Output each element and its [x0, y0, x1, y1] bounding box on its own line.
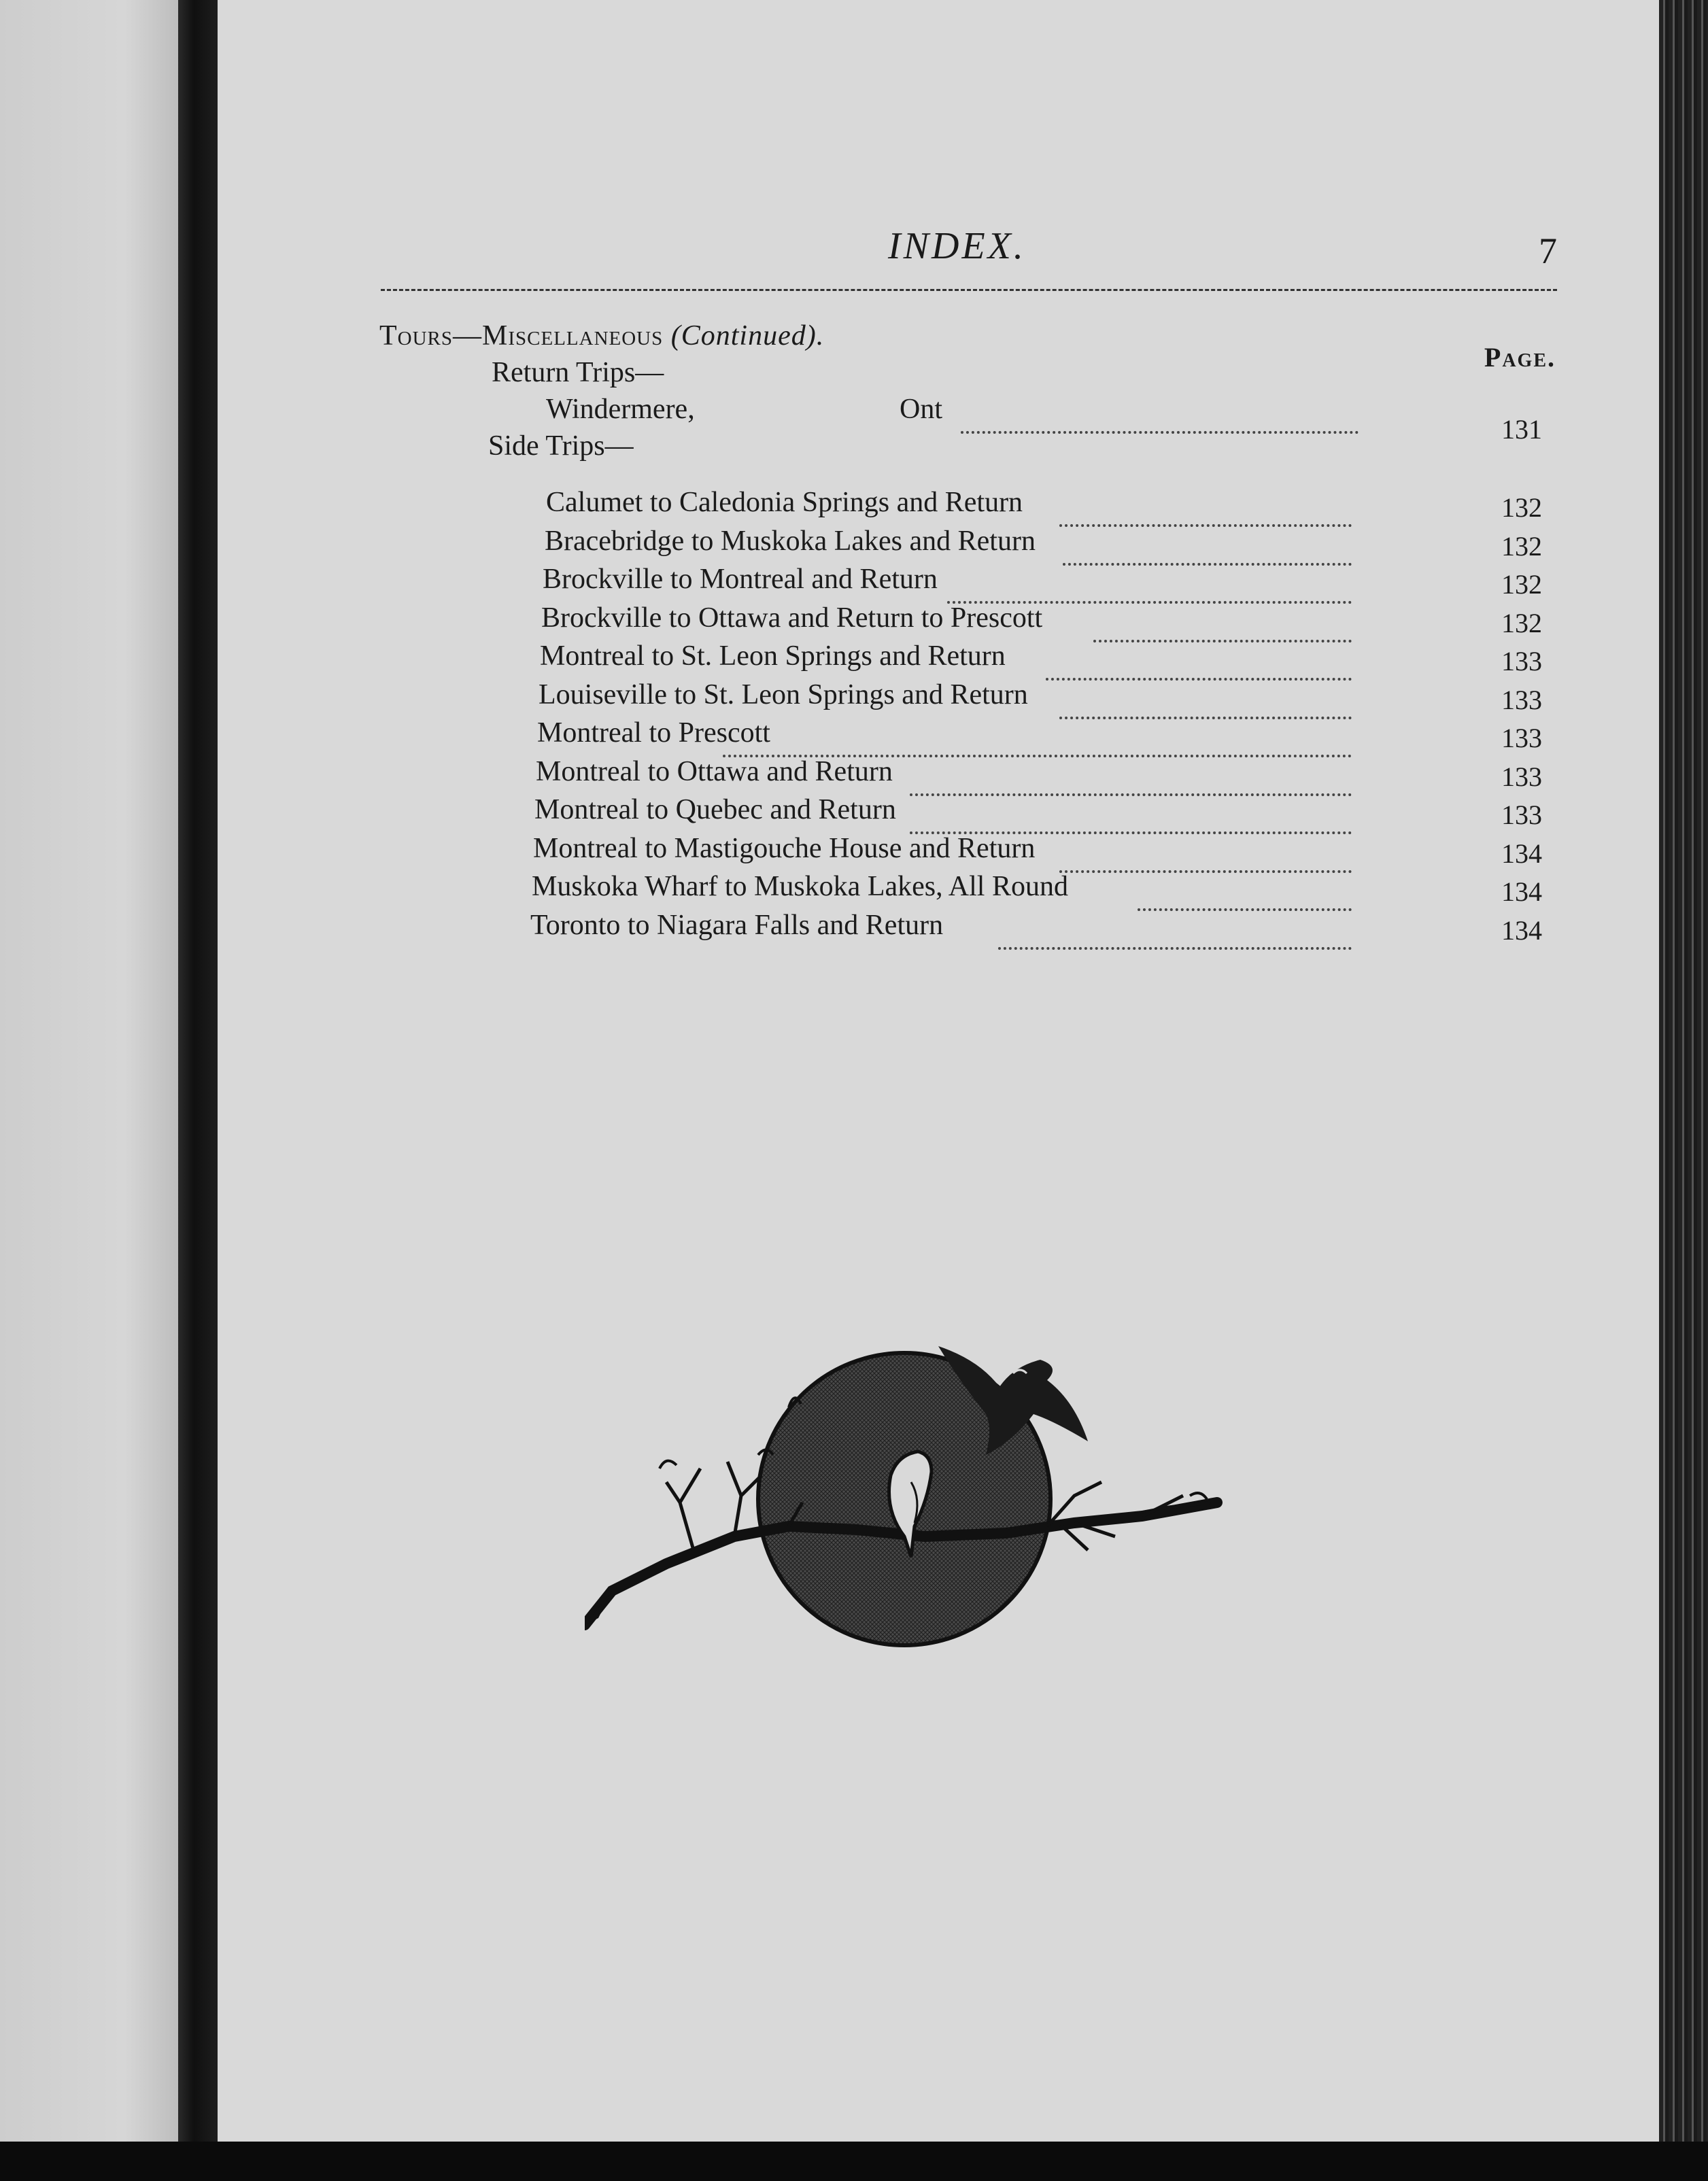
dot-leader: [947, 563, 1352, 604]
list-item: [379, 717, 1556, 755]
entry-text: Calumet to Caledonia Springs and Return: [546, 487, 1023, 518]
dot-leader: [910, 755, 1352, 796]
facing-page: [0, 0, 178, 2142]
list-item: [379, 486, 1556, 524]
dot-leader: [998, 909, 1352, 950]
entry-page: 134: [1501, 838, 1542, 869]
dot-leader: [1138, 870, 1352, 911]
dot-leader: [723, 717, 1352, 757]
entry-page: 133: [1501, 684, 1542, 715]
entry-page: 133: [1501, 646, 1542, 676]
list-item: [379, 679, 1556, 717]
entry-page: 131: [1501, 414, 1542, 445]
dot-leader: [910, 793, 1352, 834]
entry-text: Brockville to Ottawa and Return to Prescott: [541, 602, 1043, 634]
section-heading-text: Tours—Miscellaneous: [379, 320, 664, 351]
dot-leader: [1059, 486, 1352, 527]
header-rule: [381, 289, 1557, 291]
page-edges: [1659, 0, 1708, 2181]
entry-text: Montreal to Ottawa and Return: [536, 755, 893, 787]
list-item: [379, 870, 1556, 908]
entry-page: 134: [1501, 876, 1542, 907]
entry-text: Windermere,: [546, 394, 695, 425]
entry-text: Montreal to St. Leon Springs and Return: [540, 640, 1006, 672]
section-heading: [379, 320, 824, 352]
list-item: [379, 602, 1556, 640]
entry-text: Toronto to Niagara Falls and Return: [530, 909, 944, 941]
entry-page: 132: [1501, 569, 1542, 600]
dot-leader: [1059, 832, 1352, 873]
entry-page: 133: [1501, 761, 1542, 792]
list-item: [379, 640, 1556, 678]
entry-text: Montreal to Quebec and Return: [534, 794, 896, 825]
entry-page: 132: [1501, 530, 1542, 562]
entry-text: Louiseville to St. Leon Springs and Return: [539, 679, 1028, 710]
entry-page: 132: [1501, 492, 1542, 523]
entry-page: 134: [1501, 914, 1542, 946]
entry-text: Montreal to Mastigouche House and Return: [533, 832, 1036, 864]
list-item: [379, 832, 1556, 870]
entry-text: Montreal to Prescott: [537, 717, 770, 749]
section-heading-qualifier: (Continued).: [670, 320, 825, 351]
list-item: [379, 563, 1556, 601]
list-item: [379, 755, 1556, 793]
entry-page: 133: [1501, 800, 1542, 830]
bird-moon-vignette-icon: [585, 1333, 1265, 1659]
list-item: [379, 525, 1556, 563]
subsection-label-return-trips: Return Trips—: [492, 357, 664, 388]
scan-border: [0, 2142, 1708, 2181]
entry-page: 133: [1501, 723, 1542, 753]
list-item: [379, 393, 1556, 445]
list-item: [379, 793, 1556, 831]
subsection-label-side-trips: Side Trips—: [488, 430, 634, 462]
list-item: [379, 909, 1556, 947]
page-number: 7: [1539, 230, 1557, 271]
book-spine: [178, 0, 218, 2142]
page-title: INDEX.: [888, 225, 1026, 267]
dot-leader: [1093, 602, 1352, 642]
dot-leader: [961, 393, 1359, 434]
entry-page: 132: [1501, 607, 1542, 638]
entry-text: Bracebridge to Muskoka Lakes and Return: [545, 525, 1036, 557]
entry-text: Brockville to Montreal and Return: [543, 564, 938, 595]
dot-leader: [1063, 525, 1352, 566]
running-header: [381, 224, 1557, 279]
dot-leader: [1046, 640, 1352, 681]
dot-leader: [1059, 679, 1352, 719]
page-column-label: Page.: [1484, 342, 1556, 373]
entry-suffix: Ont: [900, 394, 942, 425]
entry-text: Muskoka Wharf to Muskoka Lakes, All Round: [532, 871, 1068, 902]
